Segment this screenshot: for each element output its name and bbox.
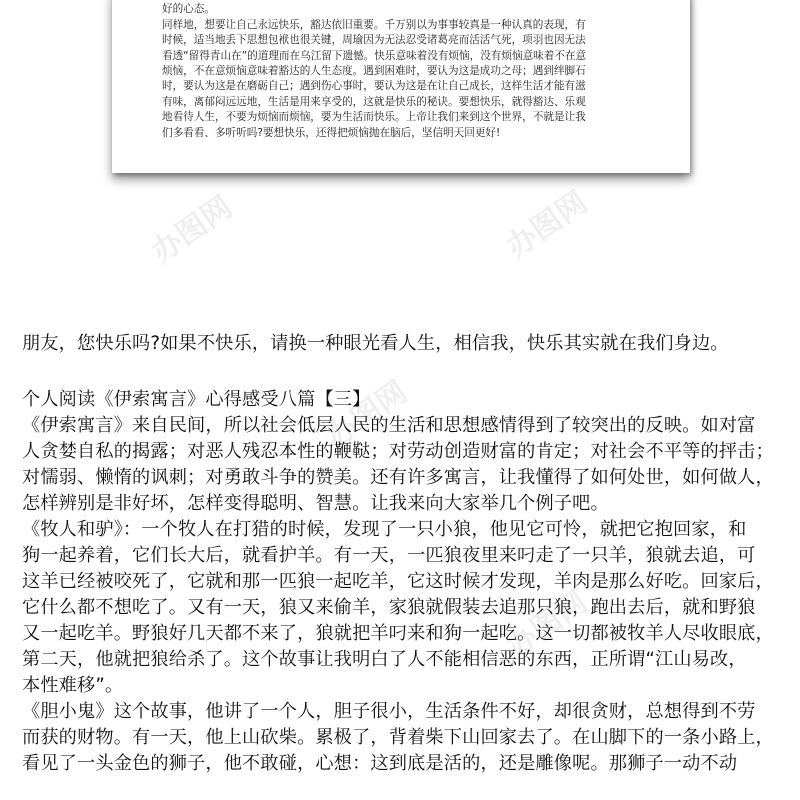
text-line: 对懦弱、懒惰的讽刺；对勇敢斗争的赞美。还有许多寓言，让我懂得了如何处世，如何做人， (22, 467, 774, 488)
embedded-document-screenshot (112, 0, 690, 173)
text-line: 人贪婪自私的揭露；对恶人残忍本性的鞭鞑；对劳动创造财富的肯定；对社会不平等的抨击； (22, 441, 774, 462)
text-line: 本性难移”。 (22, 675, 124, 696)
text-line: 而获的财物。有一天，他上山砍柴。累极了，背着柴下山回家去了。在山脚下的一条小路上， (22, 727, 774, 748)
text-line: 它什么都不想吃了。又有一天，狼又来偷羊，家狼就假装去追那只狼，跑出去后，就和野狼 (22, 597, 756, 618)
screenshot-line: 时候，适当地丢下思想包袱也很关键，周瑜因为无法忍受诸葛亮而活活气死，项羽也因无法 (162, 34, 586, 47)
text-line: 怎样辨别是非好坏，怎样变得聪明、智慧。让我来向大家举几个例子吧。 (22, 493, 609, 514)
text-line: 《伊索寓言》来自民间，所以社会低层人民的生活和思想感情得到了较突出的反映。如对富 (22, 415, 756, 436)
screenshot-line: 时，要认为这是在磨砺自己；遇到伤心事时，要认为这是在让自己成长，这样生活才能有滋 (162, 80, 586, 93)
screenshot-line: 们多看看、多听听吗?要想快乐，还得把烦恼抛在脑后，坚信明天回更好! (162, 126, 501, 139)
text-line: 又一起吃羊。野狼好几天都不来了，狼就把羊叼来和狗一起吃。这一切都被牧羊人尽收眼底， (22, 623, 774, 644)
section-heading: 个人阅读《伊索寓言》心得感受八篇【三】 (22, 389, 371, 410)
screenshot-line: 看透“留得青山在”的道理而在乌江留下遗憾。快乐意味着没有烦恼，没有烦恼意味着不在意 (162, 49, 587, 62)
watermark: 办图网 (500, 184, 594, 266)
watermark: 办图网 (500, 584, 594, 666)
screenshot-line: 好的心态。 (162, 3, 215, 16)
screenshot-text-block (162, 0, 690, 141)
intro-paragraph (22, 331, 782, 357)
screenshot-line: 烦恼，不在意烦恼意味着豁达的人生态度。遇到困难时，要认为这是成功之母；遇到绊脚石 (162, 64, 586, 77)
text-line: 朋友，您快乐吗?如果不快乐，请换一种眼光看人生，相信我，快乐其实就在我们身边。 (22, 333, 729, 354)
watermark: 办图网 (320, 374, 414, 456)
text-line: 看见了一头金色的狮子，他不敢碰，心想：这到底是活的，还是雕像呢。那狮子一动不动 (22, 753, 738, 774)
text-line: 这羊已经被咬死了，它就和那一匹狼一起吃羊，它这时候才发现，羊肉是那么好吃。回家后， (22, 571, 774, 592)
text-line: 《胆小鬼》这个故事，他讲了一个人，胆子很小，生活条件不好，却很贪财，总想得到不劳 (22, 701, 756, 722)
text-line: 《牧人和驴》：一个牧人在打猎的时候，发现了一只小狼，他见它可怜，就把它抱回家，和 (22, 519, 747, 540)
watermark: 办图网 (145, 189, 239, 271)
text-line: 第二天，他就把狼给杀了。这个故事让我明白了人不能相信恶的东西，正所谓“江山易改， (22, 649, 747, 670)
text-line: 狗一起养着，它们长大后，就看护羊。有一天，一匹狼夜里来叼走了一只羊，狼就去追，可 (22, 545, 756, 566)
screenshot-line: 有味，离郁闷远远地，生活是用来享受的，这就是快乐的秘诀。要想快乐，就得豁达、乐观 (162, 95, 586, 108)
screenshot-line: 地看待人生，不要为烦恼而烦恼，要为生活而快乐。上帝让我们来到这个世界，不就是让我 (162, 111, 586, 124)
article-body (22, 387, 782, 777)
screenshot-line: 同样地，想要让自己永远快乐，豁达依旧重要。千万别以为事事较真是一种认真的表现，有 (162, 18, 586, 31)
